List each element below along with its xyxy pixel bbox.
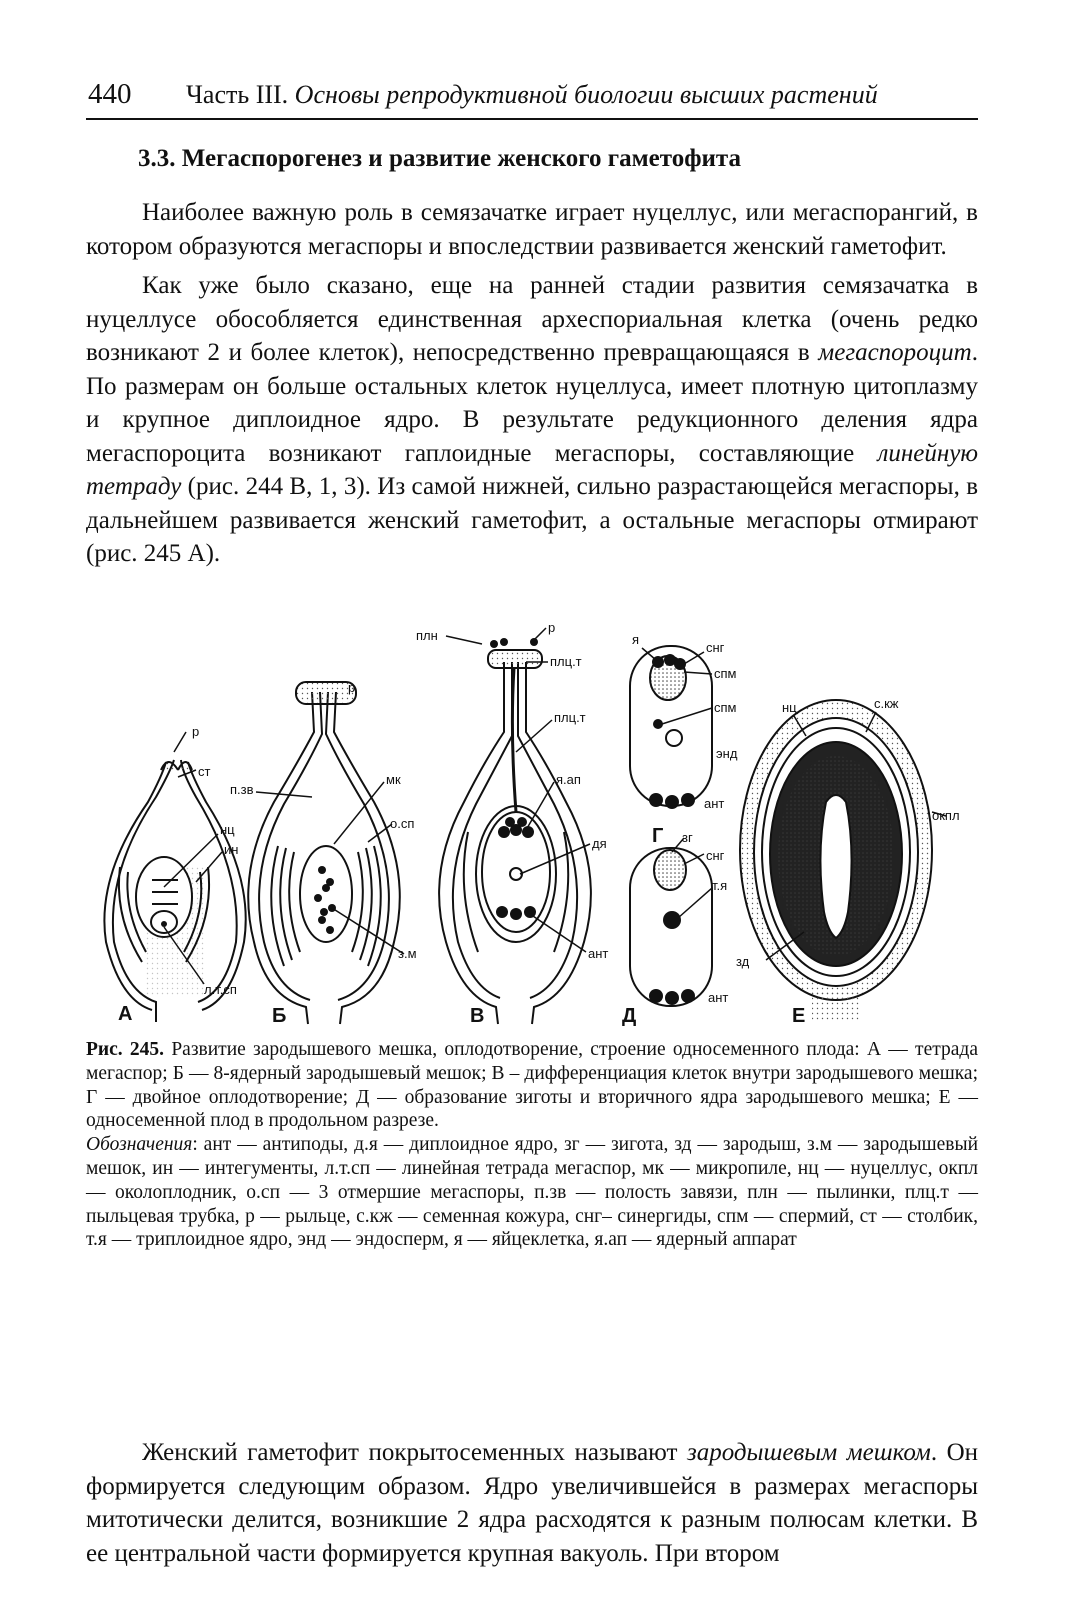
figure-245 xyxy=(86,612,986,1032)
label-plct-2: плц.т xyxy=(554,710,586,725)
label-zg: зг xyxy=(682,830,693,845)
panel-label-d: Д xyxy=(622,1005,637,1027)
label-tya: т.я xyxy=(712,878,728,893)
label-st: ст xyxy=(198,764,211,779)
label-r-b: р xyxy=(348,680,356,695)
panel-label-b: Б xyxy=(272,1005,287,1027)
caption-notes-text: : ант — антиподы, д.я — диплоидное ядро, зг — зигота, зд — зародыш, з.м — зародышевый мешок, ин — интегументы, л.т.сп — линейная тетрада мегаспор, мк — микропиле, нц — нуцеллус, окпл — околоплодник, о.сп — 3 отмершие мегаспоры, п.зв — полость завязи, плн — пылинки, плц.т — пыльцевая трубка, р — рыльце, с.кж — семенная кожура, снг– синергиды, спм — спермий, ст — столбик, т.я — триплоидное ядро, энд — эндосперм, я — яйцеклетка, я.ап — ядерный аппарат xyxy=(86,1134,978,1251)
label-plct-1: плц.т xyxy=(550,654,582,669)
label-osp: о.сп xyxy=(390,816,415,831)
section-title: 3.3. Мегаспорогенез и развитие женского гаметофита xyxy=(138,145,741,172)
label-r-v: р xyxy=(548,620,556,635)
label-zm: з.м xyxy=(398,946,417,961)
caption-text: Развитие зародышевого мешка, оплодотворение, строение односеменного плода: А — тетрада мегаспор; Б — 8-ядерный зародышевый мешок; В – дифференциация клеток внутри зародышевого мешка; Г — двойное оплодотворение; Д — образование зиготы и вторичного ядра зародышевого мешка; Е — односеменной плод в продольном разрезе. xyxy=(86,1039,978,1132)
running-header xyxy=(86,72,978,120)
label-zd: зд xyxy=(736,954,750,969)
label-ant-g: ант xyxy=(704,796,725,811)
figure-illustration xyxy=(86,612,986,1032)
body-text-top xyxy=(86,196,978,571)
label-okpl: окпл xyxy=(932,808,960,823)
panel-b-drawing xyxy=(230,680,417,1027)
paragraph-1: Наиболее важную роль в семязачатке играет нуцеллус, или мегаспорангий, в котором образуются мегаспоры и впоследствии развивается женский гаметофит. xyxy=(86,199,978,260)
label-pln: плн xyxy=(416,628,438,643)
label-in: ин xyxy=(224,842,239,857)
header-title: Часть III. Основы репродуктивной биологии высших растений xyxy=(186,80,878,109)
label-ant-v: ант xyxy=(588,946,609,961)
page-number: 440 xyxy=(88,78,132,110)
label-r-a: р xyxy=(192,724,200,739)
label-end: энд xyxy=(716,746,738,761)
label-ya: я xyxy=(632,632,640,647)
caption-main xyxy=(86,1038,978,1133)
panel-v-drawing xyxy=(416,620,608,1027)
label-sng-g: снг xyxy=(706,640,725,655)
label-mk: мк xyxy=(386,772,401,787)
panel-label-v: В xyxy=(470,1005,485,1027)
label-sng-d: снг xyxy=(706,848,725,863)
label-pzv: п.зв xyxy=(230,782,254,797)
label-nc-e: нц xyxy=(782,700,797,715)
caption-label: Рис. 245. xyxy=(86,1039,165,1060)
label-skzh: с.кж xyxy=(874,696,899,711)
panel-label-e: Е xyxy=(792,1005,806,1027)
panel-d-drawing xyxy=(622,830,728,1027)
figure-caption xyxy=(86,1038,978,1252)
panel-e-drawing xyxy=(736,696,960,1027)
panel-label-a: А xyxy=(118,1003,133,1025)
panel-g-drawing xyxy=(630,632,738,847)
label-ltsp: л.т.сп xyxy=(204,982,237,997)
label-spm-1: спм xyxy=(714,666,737,681)
label-spm-2: спм xyxy=(714,700,737,715)
paragraph-2: Как уже было сказано, еще на ранней стадии развития семязачатка в нуцеллусе обособляется единственная археспориальная клетка (очень редко возникают 2 и более клеток), непосредственно превращающаяся в мегаспороцит. По размерам он больше остальных клеток нуцеллуса, имеет плотную цитоплазму и крупное диплоидное ядро. В результате редукционного деления ядра мегаспороцита возникают гаплоидные мегаспоры, составляющие линейную тетраду (рис. 244 В, 1, 3). Из самой нижней, сильно разрастающейся мегаспоры, в дальнейшем развивается женский гаметофит, а остальные мегаспоры отмирают (рис. 245 А). xyxy=(86,272,978,567)
label-yap: я.ап xyxy=(556,772,581,787)
caption-notes-label: Обозначения xyxy=(86,1134,193,1156)
label-dya: дя xyxy=(592,836,607,851)
label-ant-d: ант xyxy=(708,990,729,1005)
caption-notes xyxy=(86,1133,978,1252)
label-nc-a: нц xyxy=(220,822,235,837)
body-text-bottom xyxy=(86,1436,978,1570)
panel-label-g: Г xyxy=(652,825,664,847)
paragraph-3: Женский гаметофит покрытосеменных называют зародышевым мешком. Он формируется следующим образом. Ядро увеличившейся в размерах мегаспоры митотически делится, возникшие 2 ядра расходятся к разным полюсам клетки. В ее центральной части формируется крупная вакуоль. При втором xyxy=(86,1439,979,1567)
panel-a-drawing xyxy=(104,724,245,1025)
